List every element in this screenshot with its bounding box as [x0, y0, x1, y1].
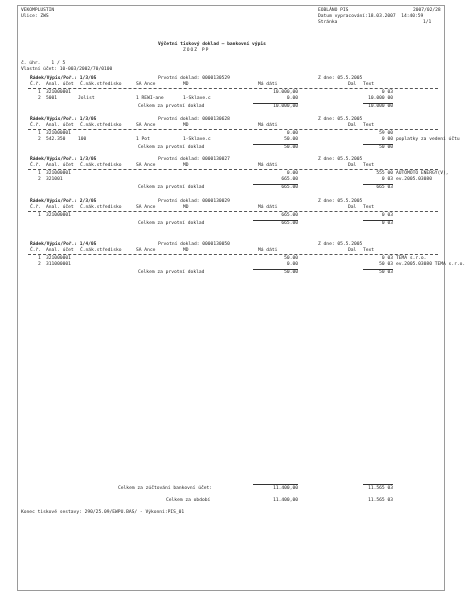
- col-header-debit: Má dáti: [258, 123, 278, 128]
- row-md: 1-Sklave.c: [183, 137, 211, 142]
- row-number: 1: [38, 90, 41, 95]
- subtotal-debit: 665.00: [281, 185, 298, 190]
- header-value-1: 2007/02/28: [413, 8, 441, 13]
- col-header-sa: SA Ance: [136, 205, 156, 210]
- company-address: Ulice: ZWS: [21, 14, 49, 19]
- grand-total-rule: [253, 484, 298, 485]
- block-head: Řádek/Výpis/Poř.: 1/3/05: [30, 157, 97, 162]
- row-credit: 0 03: [381, 177, 393, 182]
- col-header-sa: SA Ance: [136, 82, 156, 87]
- row-number: 2: [38, 137, 41, 142]
- header-rule: [28, 129, 438, 130]
- subtotal-debit: 50.00: [284, 270, 298, 275]
- row-text: TEMA s.r.o.: [396, 256, 427, 261]
- report-title: Výčetní tiskový doklad – bankovní výpis: [158, 42, 266, 47]
- grand-total-rule-2: [363, 484, 393, 485]
- col-header-nr: Č.ř.: [30, 163, 42, 168]
- row-number: 1: [38, 131, 41, 136]
- report-subtitle: ZOOZ PP: [183, 48, 210, 53]
- block-date: Z dne: 05.5.2005: [318, 199, 363, 204]
- row-credit: 0 03: [381, 90, 393, 95]
- block-doc: Prvotní doklad: 0000130050: [158, 242, 230, 247]
- col-header-nr: Č.ř.: [30, 123, 42, 128]
- row-center: 100: [78, 137, 87, 142]
- row-text: poplatky za vedení účtu: [396, 137, 460, 142]
- subtotal-debit: 10.000,00: [273, 104, 298, 109]
- block-head: Řádek/Výpis/Poř.: 2/3/05: [30, 199, 97, 204]
- row-credit: 10.000 00: [368, 96, 393, 101]
- col-header-md: MD: [183, 123, 189, 128]
- row-account: 321000001: [46, 90, 71, 95]
- col-header-credit: Dal: [348, 205, 357, 210]
- subtotal-label: Celkem za prvotní doklad: [138, 270, 205, 275]
- col-header-debit: Má dáti: [258, 248, 278, 253]
- header-rule: [28, 169, 438, 170]
- row-debit: 665.00: [281, 177, 298, 182]
- row-credit: 0 03: [381, 213, 393, 218]
- row-text: ev.2005.03080 TEMA s.r.o.: [396, 262, 465, 267]
- grand-total-label: Celkem za zúčtování bankovní účet:: [118, 486, 213, 491]
- subtotal-credit: 0 03: [381, 221, 393, 226]
- col-header-sa: SA Ance: [136, 163, 156, 168]
- grand-total-credit: 11.565 03: [368, 486, 393, 491]
- block-head: Řádek/Výpis/Poř.: 1/3/05: [30, 76, 97, 81]
- block-doc: Prvotní doklad: 0000130628: [158, 117, 230, 122]
- report-page: [17, 5, 465, 591]
- row-number: 1: [38, 171, 41, 176]
- subtotal-label: Celkem za prvotní doklad: [138, 104, 205, 109]
- row-credit: 50 03: [379, 262, 393, 267]
- col-header-md: MD: [183, 163, 189, 168]
- row-credit: 59 00: [379, 131, 393, 136]
- subtotal-debit: 665.00: [281, 221, 298, 226]
- row-debit: 0.00: [286, 96, 298, 101]
- block-date: Z dne: 05.5.2005: [318, 117, 363, 122]
- row-debit: 0.00: [286, 131, 298, 136]
- company-name: VEKOMPLUSTIN: [21, 8, 55, 13]
- block-head: Řádek/Výpis/Poř.: 1/3/05: [30, 117, 97, 122]
- col-header-acc: Anal. účet: [46, 248, 74, 253]
- header-label-3: Stránka: [318, 20, 338, 25]
- row-account: 321000001: [46, 131, 71, 136]
- row-md: 1-Sklave.c: [183, 96, 211, 101]
- col-header-nr: Č.ř.: [30, 82, 42, 87]
- row-account: 321001: [46, 177, 63, 182]
- block-doc: Prvotní doklad: 0000130529: [158, 76, 230, 81]
- col-header-credit: Dal: [348, 82, 357, 87]
- final-total-debit: 11.400,00: [273, 498, 298, 503]
- col-header-sa: SA Ance: [136, 123, 156, 128]
- block-date: Z dne: 05.5.2005: [318, 242, 363, 247]
- col-header-acc: Anal. účet: [46, 163, 74, 168]
- row-sa: 1 Pot: [136, 137, 150, 142]
- row-number: 2: [38, 262, 41, 267]
- row-credit: 0 03: [381, 256, 393, 261]
- row-text: AUTOMOTO ENERGY(V),: [396, 171, 449, 176]
- row-account: 5001: [46, 96, 58, 101]
- row-debit: 50.00: [284, 137, 298, 142]
- col-header-md: MD: [183, 82, 189, 87]
- header-rule: [28, 211, 438, 212]
- col-header-md: MD: [183, 248, 189, 253]
- row-account: 321000001: [46, 171, 71, 176]
- col-header-nr: Č.ř.: [30, 205, 42, 210]
- block-doc: Prvotní doklad: 0000130027: [158, 157, 230, 162]
- row-debit: 10.000,00: [273, 90, 298, 95]
- row-account: 321000001: [46, 256, 71, 261]
- col-header-md: MD: [183, 205, 189, 210]
- row-center: Jolist: [78, 96, 95, 101]
- row-number: 2: [38, 177, 41, 182]
- subtotal-label: Celkem za prvotní doklad: [138, 145, 205, 150]
- header-rule: [28, 88, 438, 89]
- col-header-text: Text: [363, 248, 375, 253]
- subtotal-label: Celkem za prvotní doklad: [138, 221, 205, 226]
- block-date: Z dne: 05.5.2005: [318, 76, 363, 81]
- block-doc: Prvotní doklad: 0000130029: [158, 199, 230, 204]
- subtotal-credit: 10.000 00: [368, 104, 393, 109]
- col-header-ctr: Č.nák.středisko: [80, 248, 122, 253]
- col-header-ctr: Č.nák.středisko: [80, 163, 122, 168]
- col-header-ctr: Č.nák.středisko: [80, 205, 122, 210]
- row-debit: 50.00: [284, 256, 298, 261]
- header-value-3: 1/1: [423, 20, 432, 25]
- row-sa: 1 REWI-ane: [136, 96, 164, 101]
- col-header-acc: Anal. účet: [46, 82, 74, 87]
- row-text: ev.2005.03080: [396, 177, 432, 182]
- col-header-text: Text: [363, 205, 375, 210]
- row-number: 2: [38, 96, 41, 101]
- row-account: 542.350: [46, 137, 66, 142]
- col-header-text: Text: [363, 82, 375, 87]
- grand-total-debit: 11.400,00: [273, 486, 298, 491]
- col-header-ctr: Č.nák.středisko: [80, 123, 122, 128]
- row-credit: 0 00: [381, 137, 393, 142]
- col-header-credit: Dal: [348, 123, 357, 128]
- col-header-debit: Má dáti: [258, 82, 278, 87]
- col-header-acc: Anal. účet: [46, 123, 74, 128]
- subtotal-credit: 665 03: [376, 185, 393, 190]
- col-header-nr: Č.ř.: [30, 248, 42, 253]
- col-header-text: Text: [363, 123, 375, 128]
- row-debit: 0.00: [286, 171, 298, 176]
- col-header-credit: Dal: [348, 248, 357, 253]
- subtotal-credit: 50 00: [379, 145, 393, 150]
- subtotal-debit: 50.00: [284, 145, 298, 150]
- row-account: 321000001: [46, 213, 71, 218]
- header-value-2: 18.03.2007 14:40:59: [368, 14, 424, 19]
- row-number: 1: [38, 213, 41, 218]
- block-head: Řádek/Výpis/Poř.: 1/4/05: [30, 242, 97, 247]
- col-header-sa: SA Ance: [136, 248, 156, 253]
- row-number: 1: [38, 256, 41, 261]
- col-header-debit: Má dáti: [258, 163, 278, 168]
- subtotal-label: Celkem za prvotní doklad: [138, 185, 205, 190]
- header-label-2: Datum vypracování:: [318, 14, 368, 19]
- row-account: 311000001: [46, 262, 71, 267]
- col-header-acc: Anal. účet: [46, 205, 74, 210]
- col-header-text: Text: [363, 163, 375, 168]
- row-debit: 0.00: [286, 262, 298, 267]
- header-rule: [28, 254, 438, 255]
- header-label-1: EOBLÁNO PIS: [318, 8, 349, 13]
- row-debit: 665.00: [281, 213, 298, 218]
- meta-line-1: č. úhr. 1 / 5: [21, 61, 66, 66]
- final-total-credit: 11.565 03: [368, 498, 393, 503]
- col-header-debit: Má dáti: [258, 205, 278, 210]
- report-footer: Konec tiskové sestavy: 290/25.09/EWPU.BAS/ - Výkonní:PIS_01: [21, 510, 185, 515]
- final-total-label: Celkem za období: [166, 498, 211, 503]
- row-credit: 555 00: [376, 171, 393, 176]
- meta-line-2: Vlastní účet: 10-003/2002/70/0100: [21, 67, 113, 72]
- col-header-credit: Dal: [348, 163, 357, 168]
- block-date: Z dne: 05.5.2005: [318, 157, 363, 162]
- col-header-ctr: Č.nák.středisko: [80, 82, 122, 87]
- subtotal-credit: 50 03: [379, 270, 393, 275]
